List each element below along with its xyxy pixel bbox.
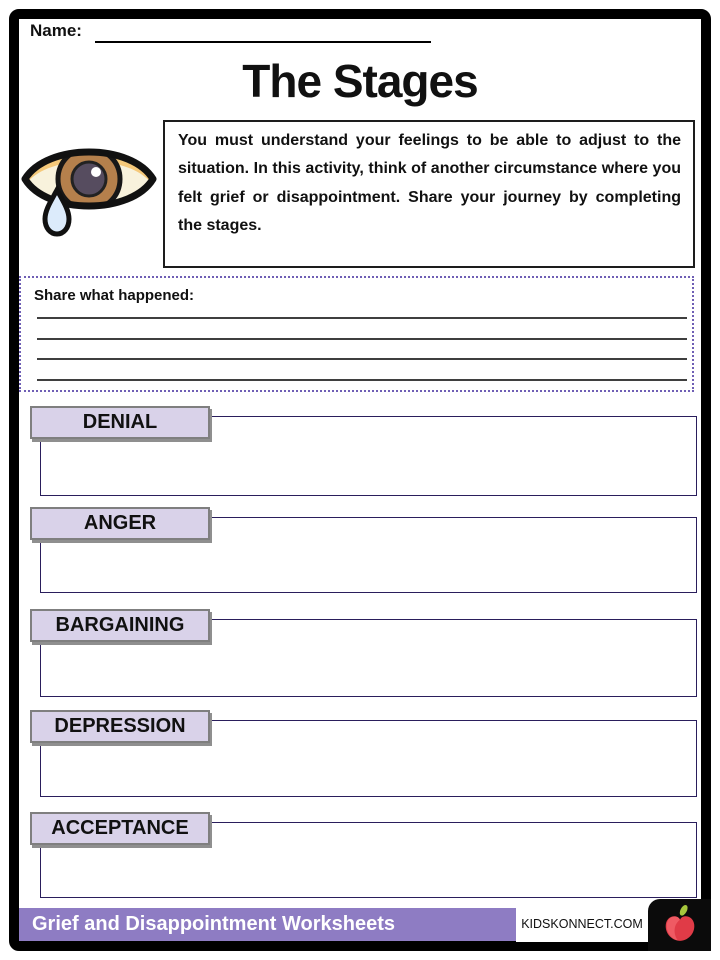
page-title: The Stages — [242, 55, 478, 107]
name-input-line[interactable] — [95, 22, 431, 43]
apple-icon — [648, 899, 711, 951]
share-prompt: Share what happened: — [34, 287, 195, 304]
writing-line[interactable] — [37, 317, 687, 319]
share-section — [19, 276, 694, 392]
writing-line[interactable] — [37, 379, 687, 381]
writing-line[interactable] — [37, 338, 687, 340]
crying-eye-icon — [20, 132, 160, 246]
stage-label-bargaining: BARGAINING — [30, 609, 210, 642]
writing-line[interactable] — [37, 358, 687, 360]
stage-label-acceptance: ACCEPTANCE — [30, 812, 210, 845]
instructions-text: You must understand your feelings to be able to adjust to the situation. In this activity, think of another circumstance where you felt grief or disappointment. Share your journey by completing the stages. — [163, 120, 695, 268]
footer-series-title: Grief and Disappointment Worksheets — [19, 908, 516, 941]
stage-label-denial: DENIAL — [30, 406, 210, 439]
stage-label-anger: ANGER — [30, 507, 210, 540]
stage-label-depression: DEPRESSION — [30, 710, 210, 743]
footer-website: KIDSKONNECT.COM — [516, 906, 648, 942]
name-label: Name: — [30, 21, 82, 40]
